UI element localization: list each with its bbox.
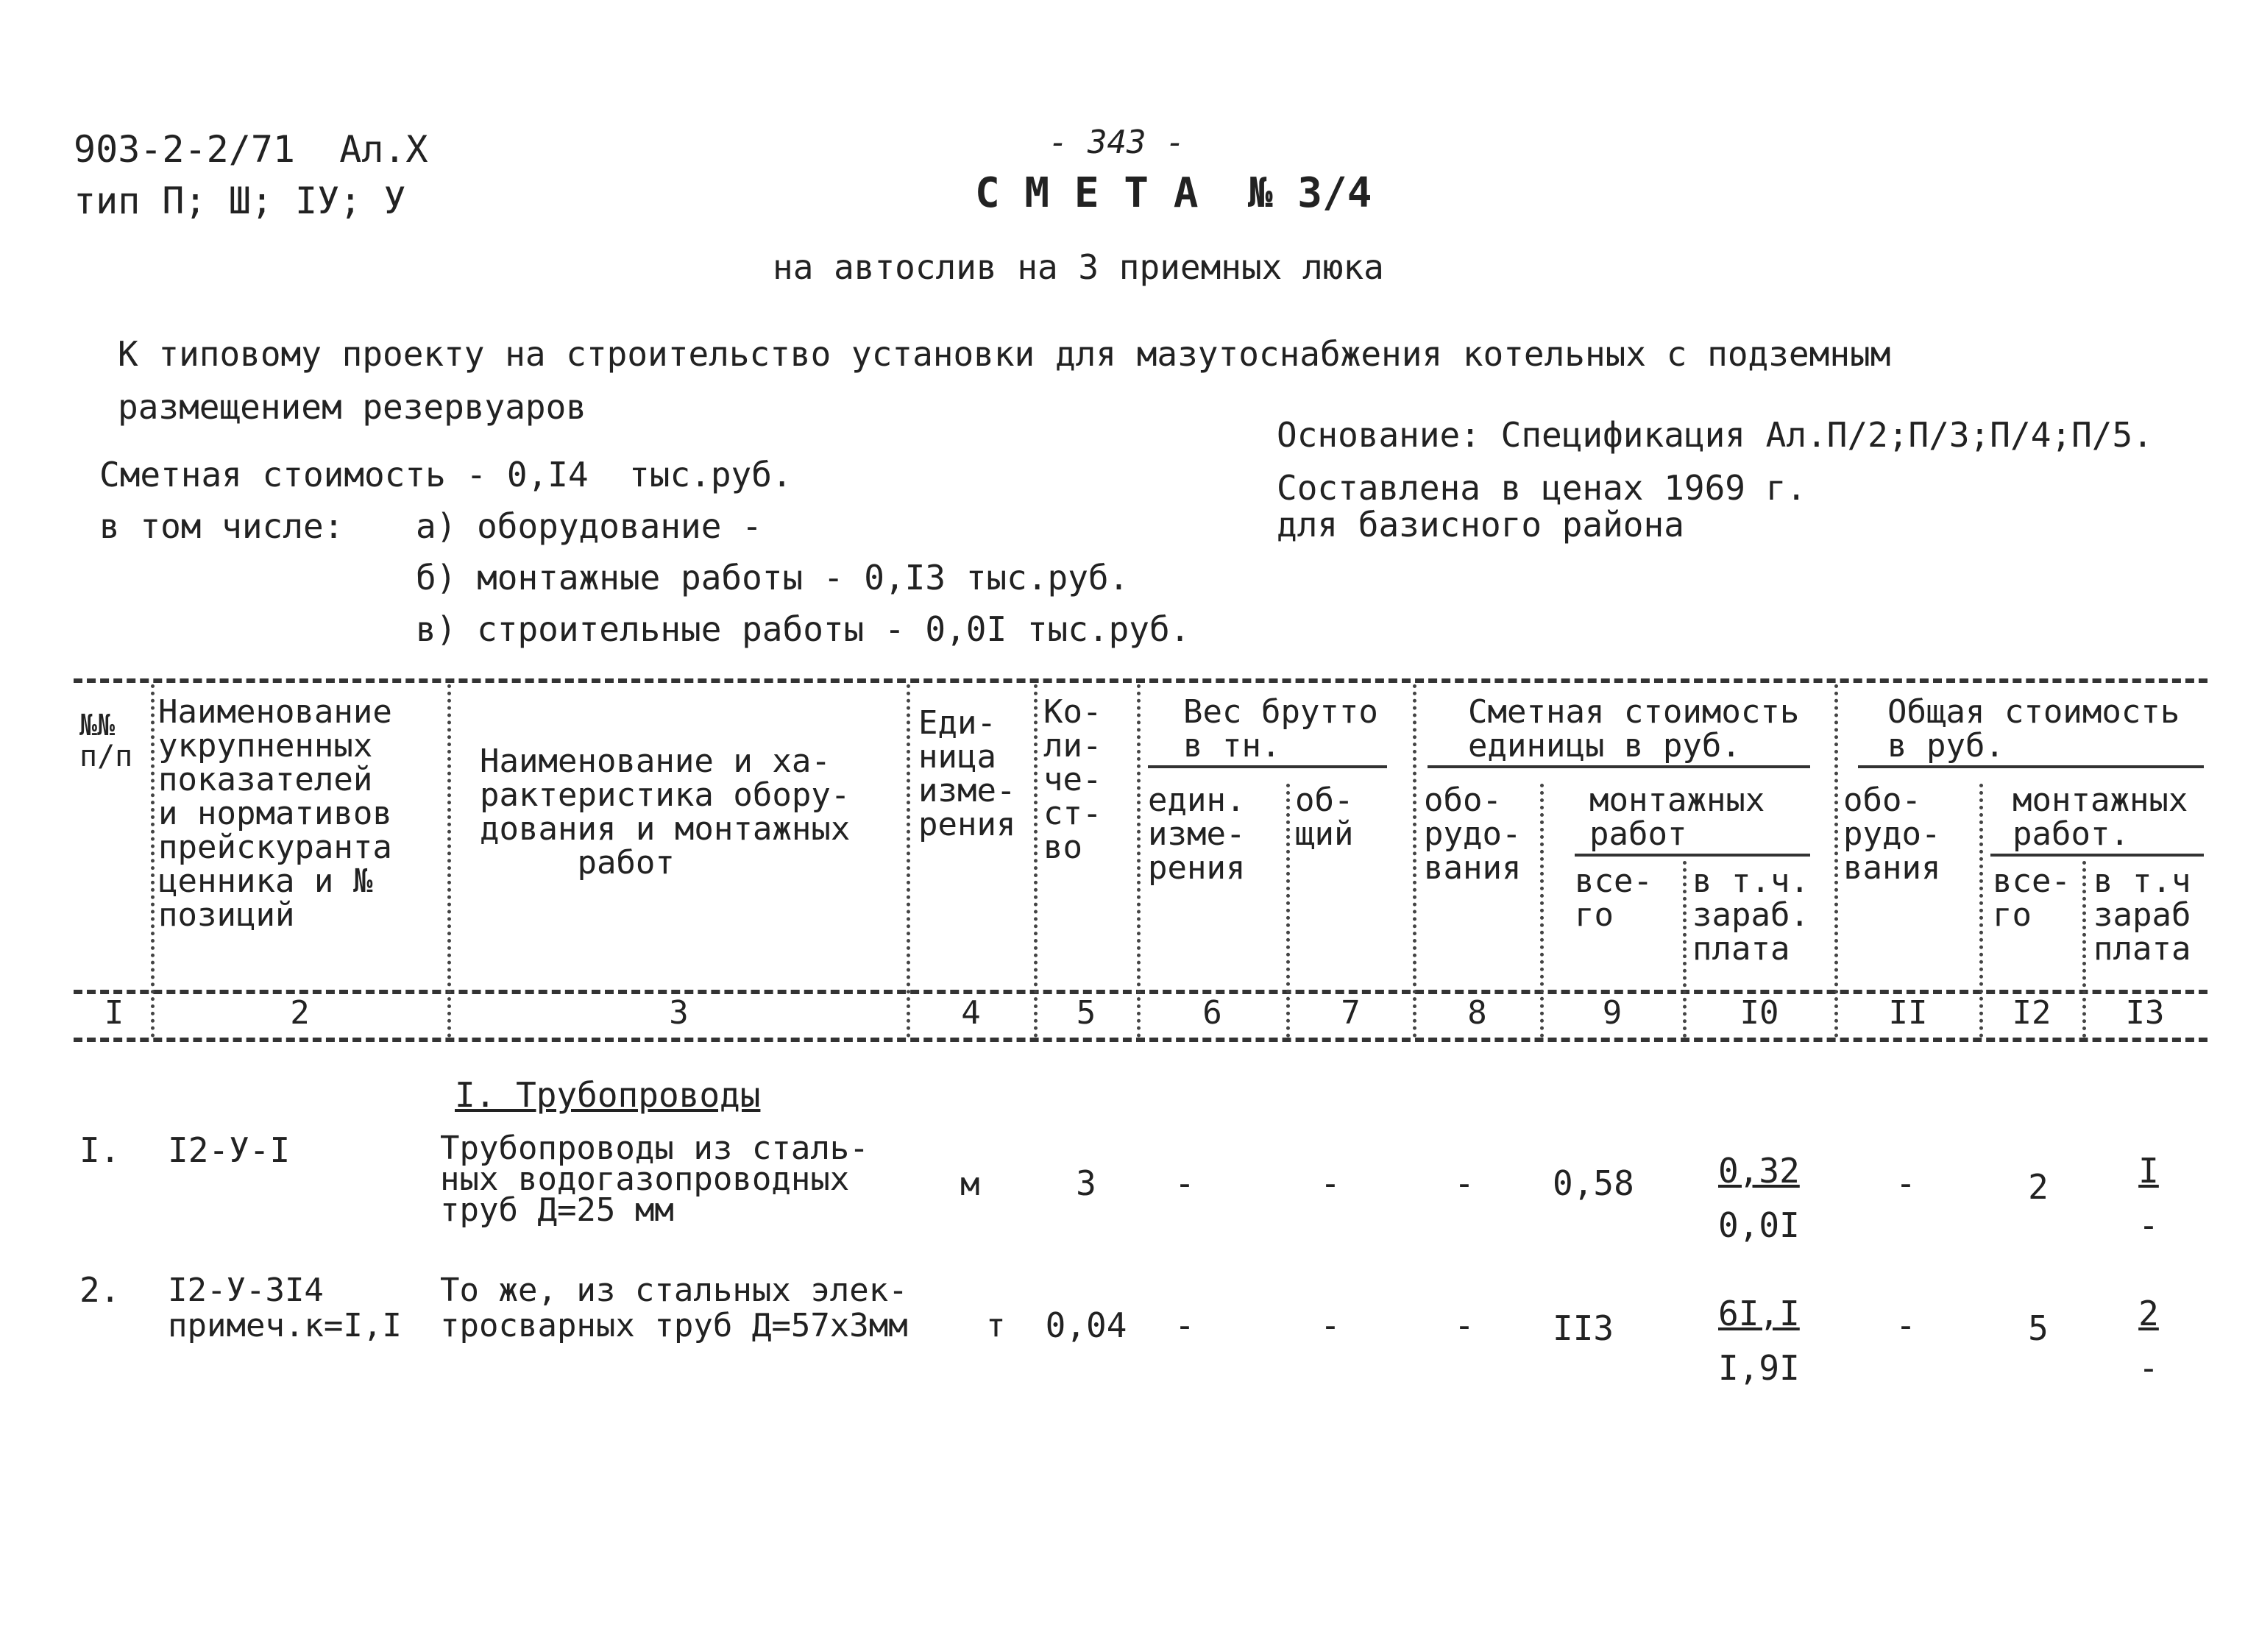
prices-region: для базисного района	[1277, 505, 1684, 545]
column-number: 3	[669, 994, 689, 1032]
row-total-install-wage: I	[2138, 1151, 2159, 1191]
intro-line-1: К типовому проекту на строительство установки для мазутоснабжения котельных с подземным	[118, 334, 1891, 374]
row-weight-unit: -	[1174, 1163, 1195, 1203]
header-quantity: Ко- ли- че- ст- во	[1043, 693, 1102, 866]
page-number: - 343 -	[1049, 124, 1185, 161]
estimated-cost: Сметная стоимость - 0,I4 тыс.руб.	[99, 455, 792, 494]
header-unit-installation: монтажных работ	[1589, 781, 1765, 853]
column-number: 4	[961, 994, 981, 1032]
column-number: 9	[1602, 994, 1623, 1032]
column-number: 8	[1467, 994, 1487, 1032]
header-unit-install-total: все- го	[1575, 862, 1653, 934]
column-number: I	[104, 994, 124, 1032]
including-construction: в) строительные работы - 0,0I тыс.руб.	[416, 609, 1191, 649]
unit-cost-group-underline	[1428, 765, 1810, 768]
column-number: I0	[1740, 994, 1779, 1032]
total-install-underline	[1990, 854, 2204, 857]
row-unit-equipment: -	[1454, 1305, 1475, 1345]
document-subtitle: на автослив на 3 приемных люка	[773, 247, 1384, 287]
table-top-rule	[74, 678, 2207, 683]
col-divider	[1834, 684, 1838, 1038]
row-total-install-wage-2: -	[2138, 1205, 2159, 1245]
column-number: I2	[2012, 994, 2051, 1032]
row-unit-install-wage-2: 0,0I	[1718, 1205, 1800, 1245]
row-norm-code: I2-У-I	[168, 1130, 291, 1170]
column-number: 6	[1202, 994, 1222, 1032]
row-weight-total: -	[1320, 1163, 1341, 1203]
column-number: II	[1888, 994, 1928, 1032]
header-unit-install-wage: в т.ч. зараб. плата	[1692, 862, 1809, 968]
unit-install-underline	[1575, 854, 1810, 857]
row-item-name: То же, из стальных элек- тросварных труб Д=57х3мм	[440, 1272, 908, 1344]
row-unit-install-wage: 6I,I	[1718, 1294, 1800, 1333]
header-total-install-sum: все- го	[1993, 862, 2071, 934]
col-divider	[447, 684, 451, 1038]
document-title: С М Е Т А № 3/4	[975, 169, 1372, 217]
intro-line-2: размещением резервуаров	[118, 387, 586, 427]
header-weight-per-unit: един. изме- рения	[1148, 781, 1246, 887]
table-header-rule	[74, 990, 2207, 994]
row-unit-install-total: 0,58	[1553, 1163, 1634, 1203]
header-unit-equipment: обо- рудо- вания	[1424, 781, 1522, 887]
row-quantity: 0,04	[1045, 1305, 1127, 1345]
row-total-install-sum: 5	[2028, 1308, 2049, 1348]
row-total-install-wage: 2	[2138, 1294, 2159, 1333]
header-unit: Еди- ница изме- рения	[918, 704, 1016, 843]
header-total-cost: Общая стоимость в руб.	[1887, 693, 2180, 765]
prices-year: Составлена в ценах 1969 г.	[1277, 468, 1807, 508]
row-quantity: 3	[1076, 1163, 1096, 1203]
row-total-install-sum: 2	[2028, 1167, 2049, 1207]
row-unit: м	[960, 1166, 980, 1203]
row-total-equipment: -	[1895, 1163, 1916, 1203]
row-number: 2.	[79, 1270, 121, 1310]
row-norm-code: I2-У-3I4 примеч.к=I,I	[168, 1272, 402, 1344]
row-total-install-wage-2: -	[2138, 1348, 2159, 1388]
col-divider	[1034, 684, 1038, 1038]
row-weight-unit: -	[1174, 1305, 1195, 1345]
row-weight-total: -	[1320, 1305, 1341, 1345]
header-weight-total: об- щий	[1295, 781, 1354, 853]
weight-group-underline	[1148, 765, 1387, 768]
header-total-equipment: обо- рудо- вания	[1843, 781, 1941, 887]
header-norm-code: Наименование укрупненных показателей и нормативов прейскуранта ценника и № позиций	[158, 693, 392, 934]
row-unit-equipment: -	[1454, 1163, 1475, 1203]
basis-text: Основание: Спецификация Ал.П/2;П/3;П/4;П/5.	[1277, 415, 2153, 455]
row-number: I.	[79, 1130, 121, 1170]
row-item-name: Трубопроводы из сталь- ных водогазопроводных труб Д=25 мм	[440, 1130, 869, 1229]
table-numbers-rule	[74, 1038, 2207, 1042]
row-unit-install-wage: 0,32	[1718, 1151, 1800, 1191]
including-installation: б) монтажные работы - 0,I3 тыс.руб.	[416, 558, 1130, 598]
document-code: 903-2-2/71 Ал.Х	[74, 128, 428, 171]
including-label: в том числе:	[99, 506, 344, 546]
header-total-installation: монтажных работ.	[2012, 781, 2188, 853]
header-item-name: Наименование и ха- рактеристика обору- дования и монтажных работ	[480, 742, 851, 882]
col-divider	[907, 684, 910, 1038]
col-divider	[151, 684, 155, 1038]
project-types: тип П; Ш; IУ; У	[74, 180, 406, 222]
including-equipment: а) оборудование -	[416, 506, 762, 546]
column-number: 7	[1341, 994, 1361, 1032]
row-total-equipment: -	[1895, 1305, 1916, 1345]
header-gross-weight: Вес брутто в тн.	[1183, 693, 1378, 765]
row-unit-install-wage-2: I,9I	[1718, 1348, 1800, 1388]
header-unit-cost: Сметная стоимость единицы в руб.	[1468, 693, 1800, 765]
row-unit-install-total: II3	[1553, 1308, 1614, 1348]
col-divider	[1137, 684, 1141, 1038]
header-total-install-wage: в т.ч зараб плата	[2093, 862, 2191, 968]
row-unit: т	[986, 1307, 1006, 1344]
column-number: 5	[1076, 994, 1096, 1032]
column-number: I3	[2125, 994, 2165, 1032]
col-divider	[1413, 684, 1416, 1038]
header-row-number: №№ п/п	[79, 709, 133, 773]
column-number: 2	[290, 994, 310, 1032]
total-cost-group-underline	[1858, 765, 2204, 768]
section-title: I. Трубопроводы	[455, 1075, 761, 1115]
